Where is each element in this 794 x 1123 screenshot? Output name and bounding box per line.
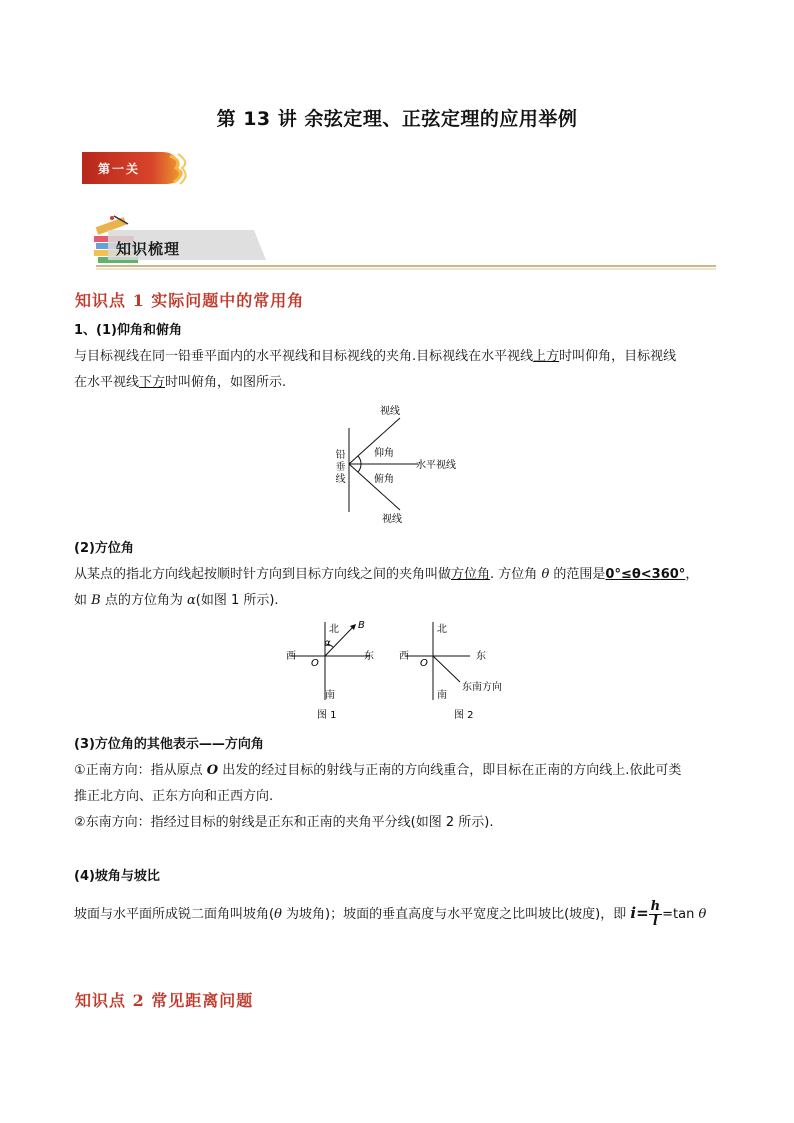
paragraph-bearing-line2 (74, 588, 734, 614)
section-banner-label: 知识梳理 (116, 240, 181, 258)
paragraph-elevation-line1 (74, 344, 734, 370)
label-west: 西 (399, 651, 409, 662)
bearing-figure-1 (280, 618, 390, 724)
point-b-symbol: B (91, 593, 101, 608)
section-banner (94, 214, 719, 272)
label-north: 北 (437, 624, 447, 635)
label-south: 南 (325, 690, 335, 701)
label-sight-bottom: 视线 (382, 514, 402, 525)
underlined-term: 下方 (139, 375, 166, 390)
theta-symbol: θ (541, 567, 550, 582)
sight-line-down (349, 464, 400, 510)
label-north: 北 (329, 624, 339, 635)
label-alpha: α (324, 638, 331, 649)
caption-figure-2: 图 2 (454, 710, 474, 721)
depression-arc (358, 464, 361, 472)
label-depression: 俯角 (374, 474, 394, 485)
equals-sign: = (636, 904, 649, 922)
underlined-term: 方位角 (451, 567, 491, 582)
theta-symbol: θ (698, 907, 707, 922)
text: 坡面与水平面所成锐二面角叫坡角( (74, 907, 275, 922)
label-southeast: 东南方向 (462, 682, 502, 693)
text: 的范围是 (549, 567, 606, 582)
label-plumb-line: 铅垂线 (335, 450, 346, 485)
alpha-symbol: α (186, 593, 196, 608)
label-west: 西 (286, 651, 296, 662)
southeast-ray (433, 656, 460, 682)
fraction-denominator: l (652, 914, 658, 929)
origin-symbol: O (206, 763, 219, 778)
subsection-direction-angle-heading: (3)方位角的其他表示——方向角 (74, 737, 264, 752)
section-badge-label: 第一关 (98, 162, 141, 176)
text: 从某点的指北方向线起按顺时针方向到目标方向线之间的夹角叫做 (74, 567, 452, 582)
label-sight-top: 视线 (380, 406, 400, 417)
paragraph-slope (74, 896, 734, 930)
label-horizontal: 水平视线 (416, 460, 456, 471)
text: 在水平视线 (74, 375, 140, 390)
text: . 方位角 (490, 567, 542, 582)
text: (如图 1 所示). (195, 593, 279, 608)
page-title: 第 13 讲 余弦定理、正弦定理的应用举例 (216, 108, 578, 130)
bearing-figure-2 (394, 618, 524, 724)
fraction-numerator: h (650, 899, 661, 914)
caption-figure-1: 图 1 (317, 710, 337, 721)
text: 时叫仰角，目标视线 (559, 349, 677, 364)
text: 时叫俯角，如图所示. (165, 375, 287, 390)
paragraph-direction-line2: 推正北方向、正东方向和正西方向. (74, 789, 274, 804)
label-elevation: 仰角 (374, 448, 394, 459)
label-origin: O (311, 658, 319, 669)
underlined-term: 上方 (533, 349, 560, 364)
label-east: 东 (364, 651, 374, 662)
subsection-slope-heading: (4)坡角与坡比 (74, 869, 160, 884)
bearing-range: 0°≤θ<360° (605, 567, 686, 582)
text: 与目标视线在同一铅垂平面内的水平视线和目标视线的夹角.目标视线在水平视线 (74, 349, 534, 364)
label-origin: O (420, 658, 428, 669)
text: 出发的经过目标的射线与正南的方向线重合，即目标在正南的方向线上.依此可类 (218, 763, 682, 778)
slope-fraction (649, 900, 662, 929)
text: ， (685, 567, 699, 582)
slope-i-symbol: i (630, 904, 637, 922)
text: ①正南方向：指从原点 (74, 763, 207, 778)
label-south: 南 (437, 690, 447, 701)
text: 为坡角)；坡面的垂直高度与水平宽度之比叫坡比(坡度)，即 (281, 907, 631, 922)
theta-symbol: θ (274, 907, 282, 922)
paragraph-direction-line1 (74, 758, 734, 784)
subsection-elevation-heading: 1、(1)仰角和俯角 (74, 323, 182, 338)
text: 如 (74, 593, 92, 608)
knowledge-point-2-heading: 知识点 2 常见距离问题 (75, 991, 254, 1010)
paragraph-direction-line3: ②东南方向：指经过目标的射线是正东和正南的夹角平分线(如图 2 所示). (74, 815, 494, 830)
text: 点的方位角为 (100, 593, 187, 608)
elevation-arc (358, 456, 361, 464)
tan-text: =tan (662, 907, 699, 922)
label-b: B (358, 620, 365, 631)
subsection-bearing-heading: (2)方位角 (74, 541, 134, 556)
paragraph-elevation-line2 (74, 370, 734, 396)
label-east: 东 (476, 651, 486, 662)
paragraph-bearing-line1 (74, 562, 734, 588)
knowledge-point-1-heading: 知识点 1 实际问题中的常用角 (75, 291, 305, 310)
